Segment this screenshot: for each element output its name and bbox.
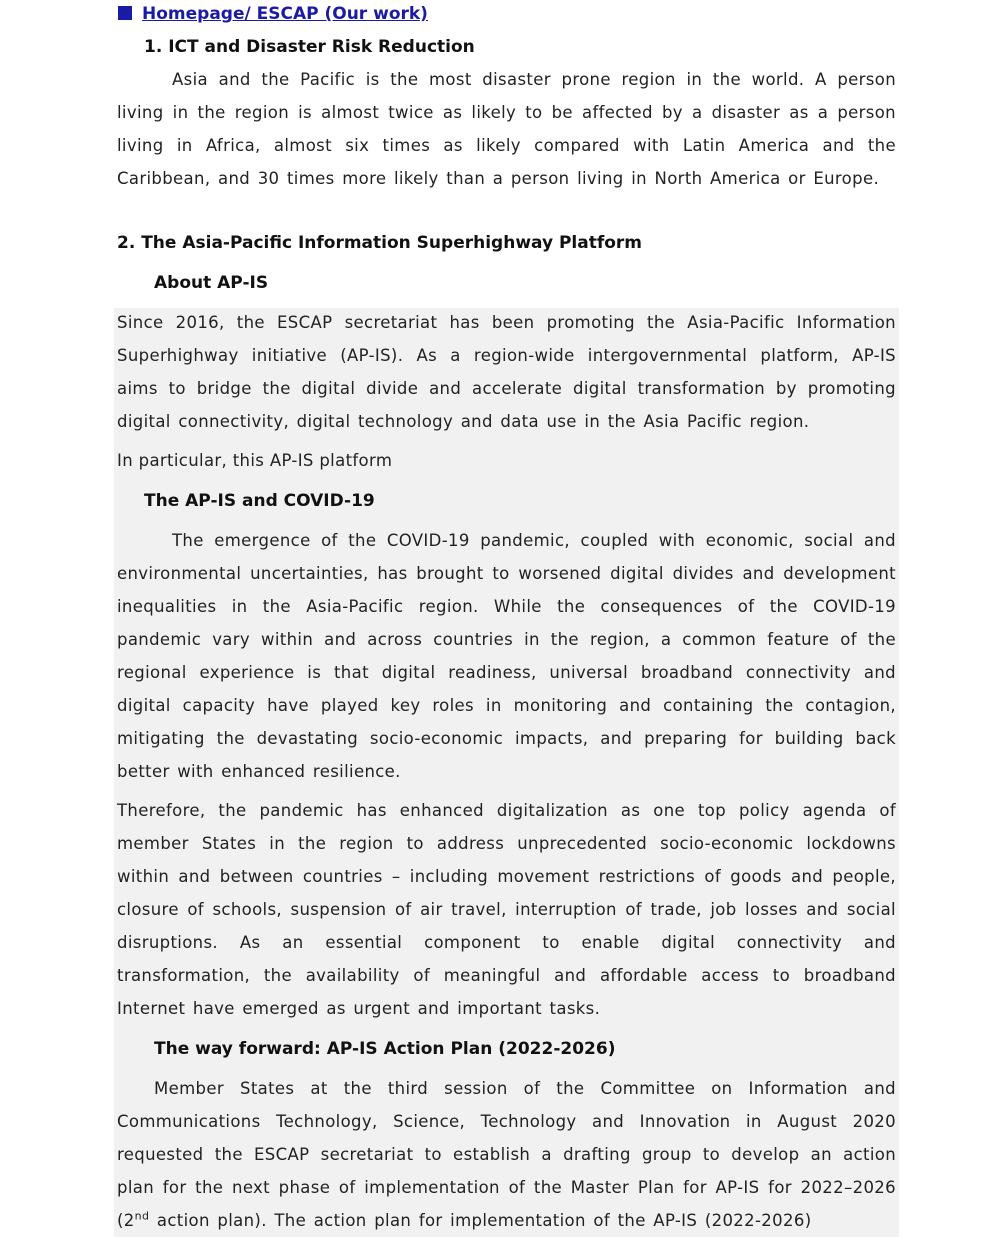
ordinal-superscript: nd [134,1209,150,1223]
way-forward-heading: The way forward: AP-IS Action Plan (2022-2026) [154,1039,616,1059]
section-1-heading: 1. ICT and Disaster Risk Reduction [144,37,475,57]
covid-paragraph-1: The emergence of the COVID-19 pandemic, coupled with economic, social and environmental uncertainties, has brought to worsened digital divides and development inequalities in the Asia-Pacific region. While the consequences of the COVID-19 pandemic vary within and across countries in the region, a common feature of the regional experience is that digital readiness, universal broadband connectivity and digital capacity have played key roles in monitoring and containing the contagion, mitigating the devastating socio-economic impacts, and preparing for building back better with enhanced resilience. [117,531,896,781]
covid-paragraph-2: Therefore, the pandemic has enhanced digitalization as one top policy agenda of member States in the region to address unprecedented socio-economic lockdowns within and between countries – including movement restrictions of goods and people, closure of schools, suspension of air travel, interruption of trade, job losses and social disruptions. As an essential component to enable digital connectivity and transformation, the availability of meaningful and affordable access to broadband Internet have emerged as urgent and important tasks. [117,801,896,1018]
breadcrumb-link[interactable] [118,2,428,26]
square-bullet-icon [118,6,132,20]
about-apis-paragraph: Since 2016, the ESCAP secretariat has been promoting the Asia-Pacific Information Superhighway initiative (AP-IS). As a region-wide intergovernmental platform, AP-IS aims to bridge the digital divide and accelerate digital transformation by promoting digital connectivity, digital technology and data use in the Asia Pacific region. [117,313,896,431]
breadcrumb-text: Homepage/ ESCAP (Our work) [142,4,428,24]
covid-heading: The AP-IS and COVID-19 [144,491,375,511]
in-particular-text: In particular, this AP-IS platform [117,451,393,470]
way-forward-text-start: Member States at the third session of the Committee on Information and Communications Technology, Science, Technology and Innovation in August 2020 requested the ESCAP secretariat to establish a drafting group to develop an action plan for the next phase of implementation of the Master Plan for AP-IS for 2022–2026 (2 [117,1079,896,1230]
about-apis-heading: About AP-IS [154,273,269,293]
section-1-paragraph: Asia and the Pacific is the most disaster prone region in the world. A person living in the region is almost twice as likely to be affected by a disaster as a person living in Africa, almost six times as likely compared with Latin America and the Caribbean, and 30 times more likely than a person living in North America or Europe. [117,70,896,188]
section-2-heading: 2. The Asia-Pacific Information Superhighway Platform [117,233,643,253]
way-forward-paragraph [117,1072,896,1237]
way-forward-text-end: action plan). The action plan for implementation of the AP-IS (2022-2026) [149,1211,812,1230]
